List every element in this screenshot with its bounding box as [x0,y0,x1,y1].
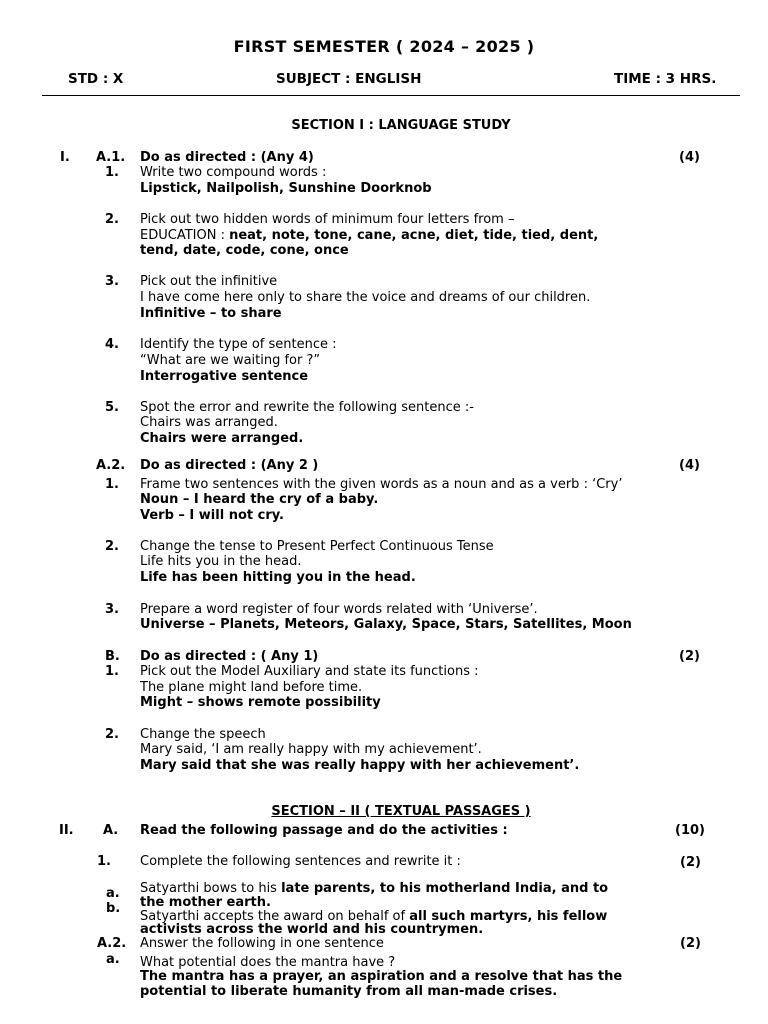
s2-a2-a-question: What potential does the mantra have ? [140,955,396,970]
a2-q3-prompt: Prepare a word register of four words related with ‘Universe’. [140,602,538,617]
s2-q1-b-text: Satyarthi accepts the award on behalf of [140,909,410,924]
a1-q2-answer1: neat, note, tone, cane, acne, diet, tide, tied, dent, [229,228,599,243]
s2-a-label: A. [103,823,119,838]
a1-q2-line [140,228,598,243]
a1-q5-answer: Chairs were arranged. [140,431,304,446]
b-q2-prompt: Change the speech [140,727,266,742]
s2-q1-a-line [140,881,608,896]
s2-q1-num: 1. [97,854,111,869]
a2-title: Do as directed : (Any 2 ) [140,458,319,473]
a2-q2-num: 2. [105,539,119,554]
a1-q4-line: “What are we waiting for ?” [140,353,321,368]
s2-q1-b-label: b. [106,901,121,916]
s2-q1-b-bold1: all such martyrs, his fellow [409,909,608,924]
b-q2-line: Mary said, ‘I am really happy with my achievement’. [140,742,482,757]
a1-q4-answer: Interrogative sentence [140,369,309,384]
a2-label: A.2. [96,458,126,473]
b-q1-line: The plane might land before time. [140,680,363,695]
b-q1-prompt: Pick out the Model Auxiliary and state its functions : [140,664,479,679]
s2-a-title: Read the following passage and do the activities : [140,823,508,838]
b-q2-num: 2. [105,727,119,742]
a1-q3-num: 3. [105,274,119,289]
a1-q3-line: I have come here only to share the voice and dreams of our children. [140,290,591,305]
b-q2-answer: Mary said that she was really happy with her achievement’. [140,758,580,773]
s2-a2-a-answer2: potential to liberate humanity from all man-made crises. [140,984,558,999]
s2-q1-marks: (2) [680,855,701,870]
a2-q2-line: Life hits you in the head. [140,554,302,569]
s2-q1-a-bold1: late parents, to his motherland India, and to [281,881,609,896]
a2-q1-prompt: Frame two sentences with the given words as a noun and as a verb : ‘Cry’ [140,477,623,492]
a1-title: Do as directed : (Any 4) [140,150,314,165]
a1-q5-prompt: Spot the error and rewrite the following sentence :- [140,400,474,415]
s2-a-marks: (10) [675,823,705,838]
page-title: FIRST SEMESTER ( 2024 – 2025 ) [233,37,535,56]
a2-q2-answer: Life has been hitting you in the head. [140,570,416,585]
b-q1-answer: Might – shows remote possibility [140,695,381,710]
a1-q4-num: 4. [105,337,119,352]
b-q1-num: 1. [105,664,119,679]
a2-q2-prompt: Change the tense to Present Perfect Continuous Tense [140,539,494,554]
a1-q5-num: 5. [105,400,119,415]
s2-q1-a-bold2: the mother earth. [140,895,271,910]
a2-q3-answer: Universe – Planets, Meteors, Galaxy, Space, Stars, Satellites, Moon [140,617,632,632]
s2-a2-label: A.2. [97,936,127,951]
s2-q1-a-label: a. [106,886,120,901]
a1-q4-prompt: Identify the type of sentence : [140,337,337,352]
s2-q1-a-text: Satyarthi bows to his [140,881,282,896]
a1-label: A.1. [96,150,126,165]
a1-q3-answer: Infinitive – to share [140,306,282,321]
a1-q5-line: Chairs was arranged. [140,415,278,430]
a1-q1-answer: Lipstick, Nailpolish, Sunshine Doorknob [140,181,432,196]
a2-q1-answer1: Noun – I heard the cry of a baby. [140,492,379,507]
a1-q2-num: 2. [105,212,119,227]
a2-q1-answer2: Verb – I will not cry. [140,508,284,523]
b-marks: (2) [679,649,700,664]
a1-q2-answer2: tend, date, code, cone, once [140,243,349,258]
s2-a2-a-label: a. [106,952,120,967]
a1-q2-prompt: Pick out two hidden words of minimum four letters from – [140,212,515,227]
header-divider [42,95,740,96]
roman-I: I. [60,150,70,165]
b-label: B. [105,649,120,664]
section-1-heading: SECTION I : LANGUAGE STUDY [291,118,511,133]
a1-q1-prompt: Write two compound words : [140,165,327,180]
a1-q3-prompt: Pick out the infinitive [140,274,278,289]
roman-II: II. [59,823,74,838]
s2-q1-prompt: Complete the following sentences and rewrite it : [140,854,461,869]
std-label: STD : X [68,71,124,87]
a2-q1-num: 1. [105,477,119,492]
s2-q1-b-bold2: activists across the world and his countrymen. [140,922,484,937]
a1-marks: (4) [679,150,700,165]
s2-a2-a-answer1: The mantra has a prayer, an aspiration and a resolve that has the [140,969,623,984]
section-2-heading: SECTION – II ( TEXTUAL PASSAGES ) [271,804,531,819]
b-title: Do as directed : ( Any 1) [140,649,319,664]
time-label: TIME : 3 HRS. [614,71,717,87]
a1-q1-num: 1. [105,165,119,180]
a1-q2-prefix: EDUCATION : [140,228,230,243]
s2-a2-prompt: Answer the following in one sentence [140,936,384,951]
a2-q3-num: 3. [105,602,119,617]
subject-label: SUBJECT : ENGLISH [276,71,422,87]
s2-a2-marks: (2) [680,936,701,951]
a2-marks: (4) [679,458,700,473]
